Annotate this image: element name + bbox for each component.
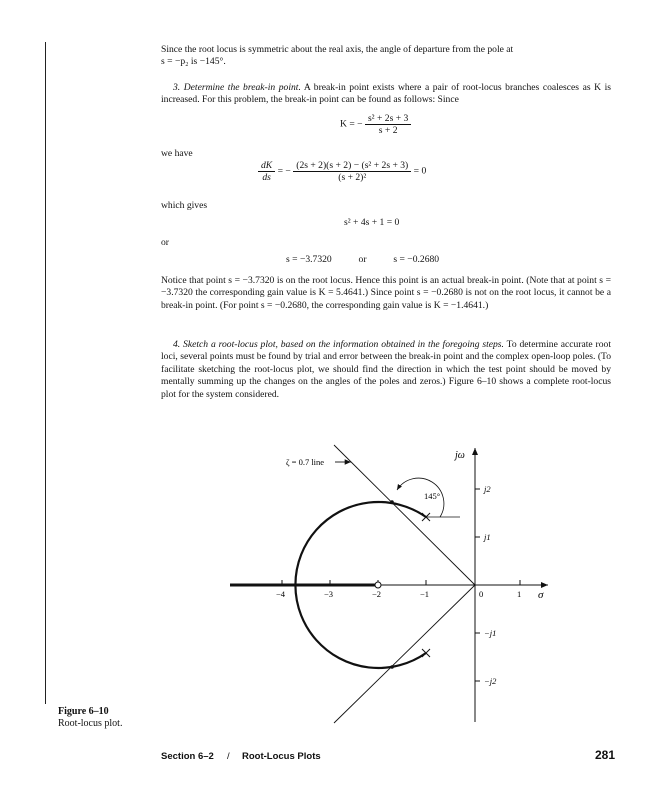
- equation-gain-lhs: K = −: [340, 118, 363, 130]
- paragraph-notice: Notice that point s = −3.7320 is on the root locus. Hence this point is an actual break-in point. (Note that at point s = −3.7320 the corresponding gain value is K = 5.4641.) Since point s = −0.2680 is not on the root locus, it cannot be a break-in point. (For point s = −0.2680, the corresponding gain value is K = −1.4641.): [161, 275, 611, 311]
- root-b: s = −0.2680: [393, 254, 440, 265]
- x-tick-minus1: −1: [420, 589, 430, 599]
- x-tick-minus2: −2: [372, 589, 382, 599]
- departure-angle-label: 145°: [424, 491, 441, 501]
- footer-separator: /: [227, 751, 230, 762]
- figure-caption-text: Root-locus plot.: [58, 718, 123, 729]
- step-3-heading: 3. Determine the break-in point.: [173, 82, 301, 93]
- equation-derivative-lhs-num: dK: [258, 160, 275, 172]
- closed-loop-root-upper: [390, 500, 394, 504]
- x-tick-labels: [276, 589, 521, 599]
- x-tick-0: 0: [479, 589, 484, 599]
- root-a: s = −3.7320: [286, 254, 332, 265]
- footer-title: Root-Locus Plots: [242, 751, 321, 762]
- y-tick-minus-j2: −j2: [484, 676, 497, 686]
- open-loop-zero: [375, 582, 381, 588]
- label-or: or: [161, 237, 169, 248]
- zeta-line-lower: [334, 585, 475, 723]
- equation-gain-denominator: s + 2: [378, 125, 398, 136]
- equation-derivative-equals: = −: [277, 165, 291, 177]
- jw-axis-label: jω: [455, 450, 465, 461]
- label-we-have: we have: [161, 148, 193, 159]
- equation-quadratic: s² + 4s + 1 = 0: [344, 217, 400, 228]
- x-tick-minus3: −3: [324, 589, 334, 599]
- y-tick-j2: j2: [484, 484, 491, 494]
- equation-derivative-numerator: (2s + 2)(s + 2) − (s² + 2s + 3): [293, 160, 411, 172]
- equation-gain-numerator: s² + 2s + 3: [365, 113, 411, 125]
- figure-caption-label: Figure 6–10: [58, 706, 109, 717]
- x-tick-1: 1: [517, 589, 522, 599]
- closed-loop-root-lower: [390, 665, 394, 669]
- step-4-heading: 4. Sketch a root-locus plot, based on the information obtained in the foregoing steps.: [173, 339, 504, 350]
- zeta-line-label: ζ = 0.7 line: [286, 457, 325, 467]
- page-number: 281: [595, 748, 616, 762]
- equation-derivative-rhs: = 0: [413, 165, 427, 177]
- root-or: or: [358, 254, 367, 265]
- y-tick-j1: j1: [484, 532, 491, 542]
- footer-section: Section 6–2: [161, 751, 214, 762]
- sigma-axis-label: σ: [538, 589, 544, 601]
- y-tick-minus-j1: −j1: [484, 628, 497, 638]
- zeta-line-upper: [334, 445, 475, 585]
- step-3-text: A break-in point exists where a pair of root-locus branches coalesces as K is increased. For this problem, the break-in point can be found as follows: Since: [161, 82, 611, 106]
- departure-line-1: Since the root locus is symmetric about the real axis, the angle of departure from the pole at: [161, 44, 514, 55]
- open-loop-pole-lower: [422, 649, 430, 657]
- step-4-text: To determine accurate root loci, several points must be found by trial and error between the break-in point and the complex open-loop poles. (To facilitate sketching the root-locus plot, we should find the direction in which the test point should be moved by mentally summing up the changes on the angles of the poles and zeros.) Figure 6–10 shows a complete root-locus plot for the system considered.: [161, 339, 611, 400]
- departure-line-2: s = −p₂ is −145°.: [161, 56, 226, 68]
- equation-derivative-denominator: (s + 2)²: [338, 172, 367, 183]
- label-which-gives: which gives: [161, 200, 208, 211]
- figure-caption: [58, 706, 122, 730]
- equation-derivative-lhs-den: ds: [262, 172, 271, 183]
- x-tick-minus4: −4: [276, 589, 286, 599]
